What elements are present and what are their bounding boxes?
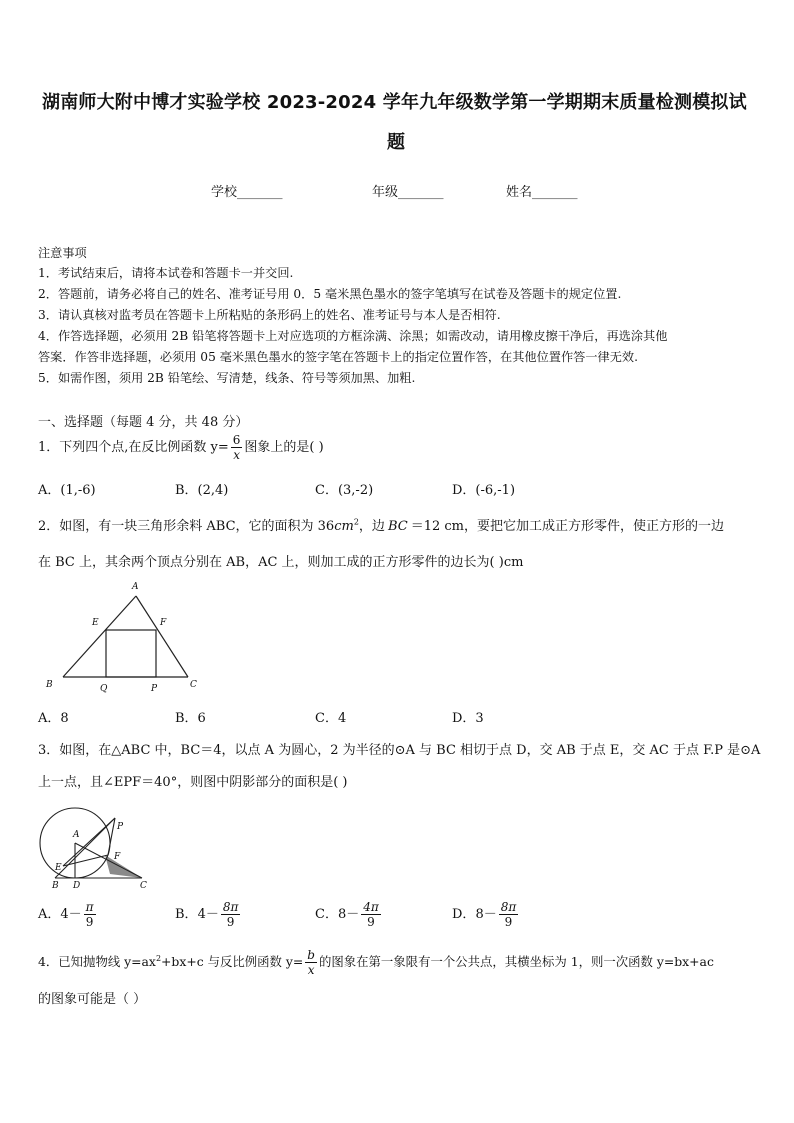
q2-label-a: A — [132, 582, 139, 592]
q3-option-c — [315, 900, 383, 929]
q1-option-a: A．(1,-6) — [38, 483, 96, 498]
q3-option-fraction — [361, 900, 381, 929]
q2-label-e: E — [92, 618, 99, 628]
q2-option-d: D．3 — [452, 711, 484, 726]
q2-text-a: 2．如图，有一块三角形余料 ABC，它的面积为 36 — [38, 519, 335, 534]
q3-option-num: 8π — [222, 900, 239, 914]
q3-option-label: C． — [315, 907, 338, 922]
q4-text-pre: 4．已知抛物线 y=ax — [38, 954, 156, 970]
notes-heading: 注意事项 — [38, 246, 87, 260]
q3-label-a: A — [73, 830, 80, 840]
q2-label-p: P — [151, 684, 158, 693]
name-field: 姓名_______ — [506, 185, 578, 200]
note-item: 1．考试结束后，请将本试卷和答题卡一并交回. — [38, 266, 294, 280]
q3-option-den: 9 — [504, 915, 513, 929]
q3-option-label: D． — [452, 907, 476, 922]
q2-text-b: ，边 — [358, 519, 385, 534]
q3-option-d — [452, 900, 520, 929]
section-heading: 一、选择题（每题 4 分，共 48 分） — [38, 415, 249, 430]
q4-sup: 2 — [155, 954, 162, 963]
q3-option-fraction — [221, 900, 241, 929]
q3-label-f: F — [114, 852, 121, 862]
note-item: 答案．作答非选择题，必须用 05 毫米黑色墨水的签字笔在答题卡上的指定位置作答，在其他位置作答一律无效. — [38, 350, 638, 364]
q3-option-whole: 4－ — [197, 907, 219, 922]
q4-fraction — [305, 948, 317, 977]
q3-option-num: 4π — [363, 900, 379, 914]
q1-fraction — [231, 433, 243, 462]
exam-title-line1: 湖南师大附中博才实验学校 2023-2024 学年九年级数学第一学期期末质量检测模拟试 — [42, 92, 747, 113]
q3-label-d: D — [73, 881, 81, 891]
q3-label-b: B — [52, 881, 59, 891]
q2-label-c: C — [190, 680, 197, 690]
q2-figure-triangle — [40, 578, 210, 693]
q3-label-c: C — [140, 881, 147, 891]
q3-option-num: π — [85, 900, 94, 914]
q2-option-b: B．6 — [175, 711, 206, 726]
question-1 — [38, 433, 324, 463]
grade-field: 年级_______ — [372, 185, 444, 200]
q4-text-mid: +bx+c 与反比例函数 y= — [161, 954, 304, 970]
question-4-line1 — [38, 944, 714, 977]
exam-title-line2: 题 — [387, 132, 406, 153]
q3-label-e: E — [55, 863, 62, 873]
q2-unit: cm — [334, 519, 354, 534]
q1-option-c: C．(3,-2) — [315, 483, 374, 498]
q1-option-b: B．(2,4) — [175, 483, 229, 498]
note-item: 2．答题前，请务必将自己的姓名、准考证号用 0．5 毫米黑色墨水的签字笔填写在试卷及答题卡的规定位置. — [38, 287, 622, 301]
q4-text-post: 的图象在第一象限有一个公共点，其横坐标为 1，则一次函数 y=bx+ac — [318, 954, 714, 970]
question-4-line2: 的图象可能是（ ） — [38, 992, 147, 1007]
q3-option-fraction — [499, 900, 519, 929]
note-item: 5．如需作图，须用 2B 铅笔绘、写清楚，线条、符号等须加黑、加粗. — [38, 371, 416, 385]
q3-option-label: A． — [38, 907, 61, 922]
q4-fraction-den: x — [307, 963, 315, 978]
q3-option-whole: 8－ — [337, 907, 360, 922]
question-2-line2: 在 BC 上，其余两个顶点分别在 AB，AC 上，则加工成的正方形零件的边长为( )cm — [38, 555, 524, 570]
q1-text-pre: 1．下列四个点,在反比例函数 y= — [38, 440, 229, 455]
school-field: 学校_______ — [211, 185, 283, 200]
question-3-line1: 3．如图，在△ABC 中，BC＝4，以点 A 为圆心，2 为半径的⊙A 与 BC 相切于点 D，交 AB 于点 E，交 AC 于点 F.P 是⊙A — [38, 743, 761, 758]
q1-option-d: D．(-6,-1) — [452, 483, 516, 498]
q3-option-whole: 4－ — [60, 907, 82, 922]
q3-option-fraction — [84, 900, 96, 929]
q2-label-q: Q — [100, 684, 108, 693]
q3-label-p: P — [117, 822, 124, 832]
q2-bc: BC — [387, 519, 408, 534]
q1-fraction-den: x — [233, 448, 240, 462]
question-3-line2: 上一点，且∠EPF＝40°，则图中阴影部分的面积是( ) — [38, 775, 348, 790]
q3-option-b — [175, 900, 242, 929]
q4-fraction-num: b — [307, 948, 315, 963]
q2-label-f: F — [160, 618, 167, 628]
q3-option-label: B． — [175, 907, 198, 922]
q1-text-post: 图象上的是( ) — [244, 440, 324, 455]
q3-option-whole: 8－ — [475, 907, 497, 922]
q1-fraction-num: 6 — [232, 433, 241, 447]
q3-figure-circle — [30, 800, 160, 895]
q3-option-a — [38, 900, 98, 929]
question-2-line1 — [38, 515, 724, 534]
note-item: 3．请认真核对监考员在答题卡上所粘贴的条形码上的姓名、准考证号与本人是否相符. — [38, 308, 501, 322]
q2-unit-sup: 2 — [353, 517, 359, 527]
q3-option-den: 9 — [85, 915, 94, 929]
note-item: 4．作答选择题，必须用 2B 铅笔将答题卡上对应选项的方框涂满、涂黑；如需改动，请用橡皮擦干净后，再选涂其他 — [38, 329, 668, 343]
q2-option-a: A．8 — [38, 711, 69, 726]
q3-option-den: 9 — [367, 915, 375, 929]
q3-option-num: 8π — [500, 900, 517, 914]
q2-option-c: C．4 — [315, 711, 347, 726]
q2-text-c: ＝12 cm，要把它加工成正方形零件，使正方形的一边 — [410, 519, 724, 534]
q3-option-den: 9 — [226, 915, 235, 929]
q2-label-b: B — [46, 680, 53, 690]
